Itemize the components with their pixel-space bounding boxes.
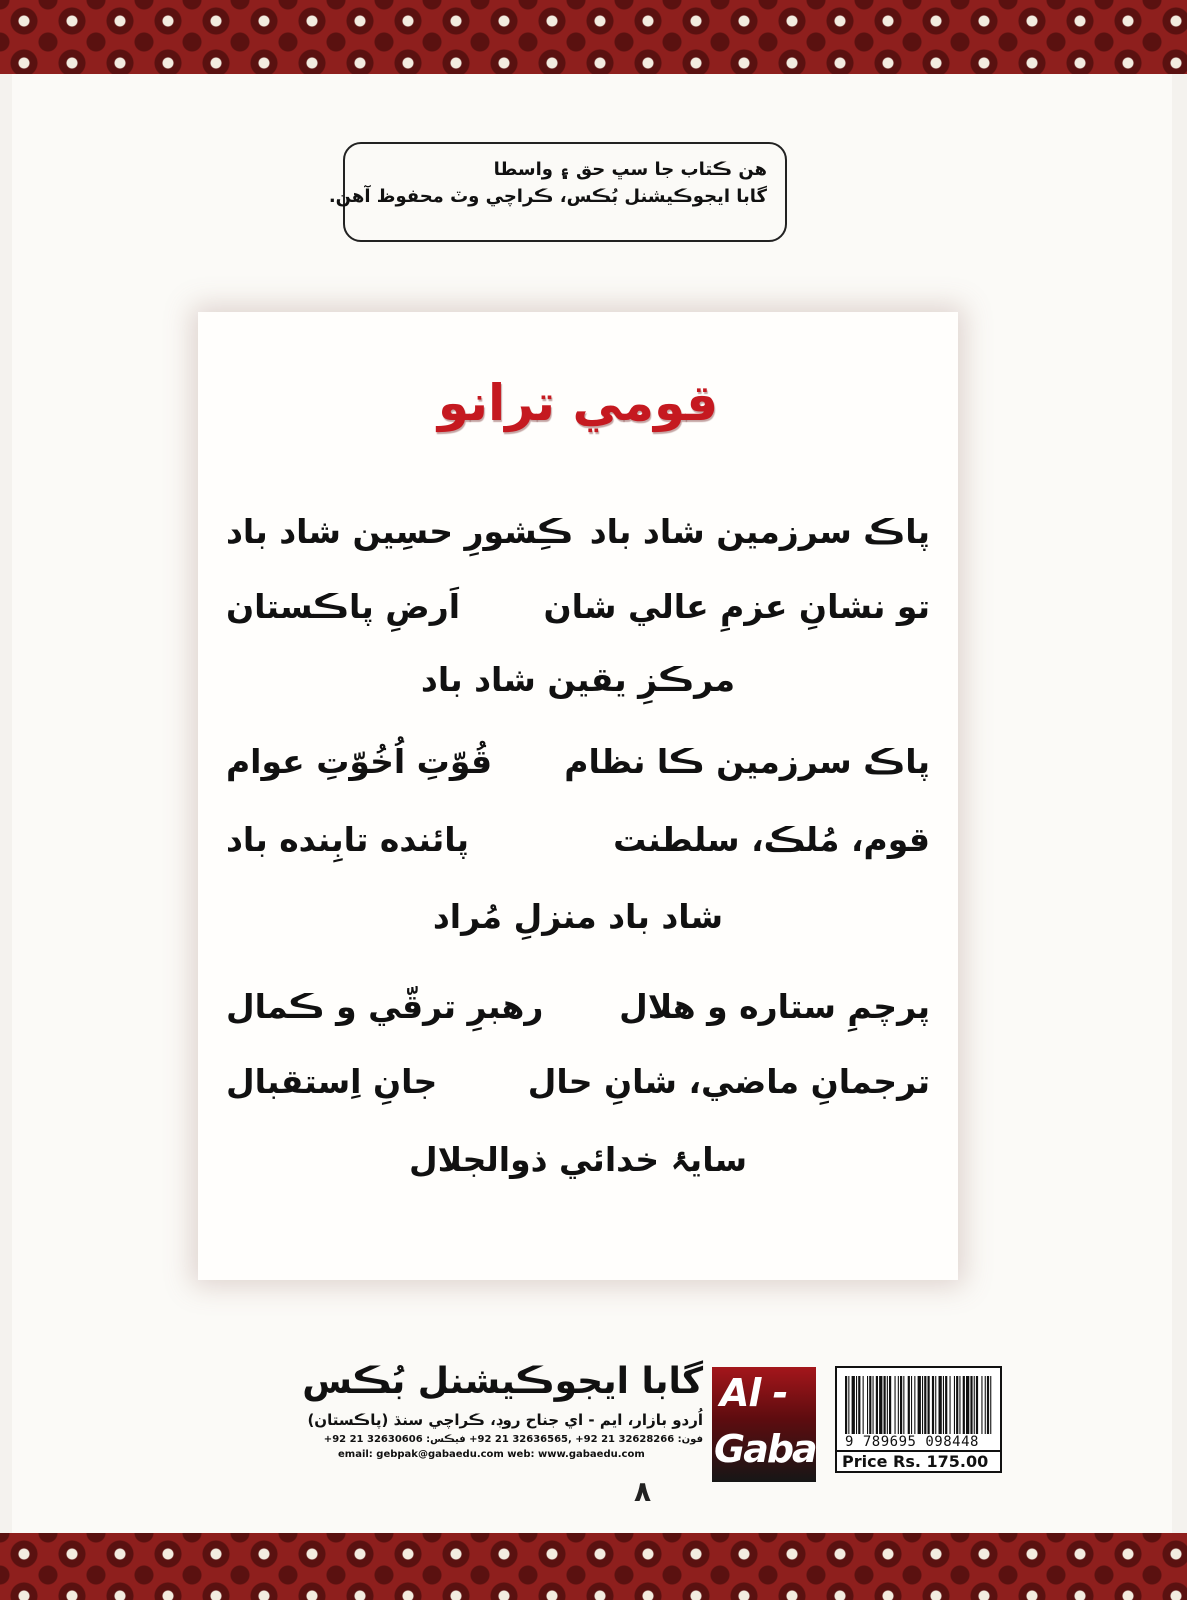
barcode-stripe xyxy=(887,1376,888,1434)
barcode-stripe xyxy=(900,1376,902,1434)
barcode-stripe xyxy=(918,1376,921,1434)
barcode-stripe xyxy=(908,1376,910,1434)
decorative-border-top xyxy=(0,0,1187,74)
publisher-phone: فون: 32628266 21 92+ ,32636565 21 92+ فيڪس: 32630606 21 92+ xyxy=(323,1434,703,1445)
barcode-stripe xyxy=(895,1376,896,1434)
verse-refrain xyxy=(226,660,930,710)
logo-text-line-2: Gaba xyxy=(714,1427,816,1471)
hemistich-right: قوم، مُلڪ، سلطنت xyxy=(613,820,930,859)
al-gaba-logo xyxy=(712,1367,816,1482)
publisher-email: email: gebpak@gabaedu.com web: www.gabaedu.com xyxy=(338,1449,645,1460)
barcode-stripe xyxy=(884,1376,886,1434)
barcode-stripe xyxy=(845,1376,847,1434)
barcode-stripe xyxy=(852,1376,855,1434)
barcode-stripe xyxy=(943,1376,944,1434)
verse-line xyxy=(226,987,930,1037)
hemistich-left: جانِ اِستقبال xyxy=(226,1062,438,1101)
barcode-stripe xyxy=(928,1376,930,1434)
barcode-stripe xyxy=(990,1376,991,1434)
copyright-line-2: گابا ايجوڪيشنل بُڪس، ڪراچي وٽ محفوظ آهن. xyxy=(328,186,767,207)
barcode-stripe xyxy=(924,1376,926,1434)
barcode-stripe xyxy=(945,1376,947,1434)
barcode-stripe xyxy=(935,1376,936,1434)
barcode-stripe xyxy=(922,1376,923,1434)
hemistich-right: ترجمانِ ماضي، شانِ حال xyxy=(527,1062,930,1101)
hemistich-left: رهبرِ ترقّي و ڪمال xyxy=(226,987,544,1026)
barcode-stripe xyxy=(985,1376,986,1434)
verse-refrain xyxy=(226,897,930,947)
page-number: ٨ xyxy=(634,1475,652,1508)
publisher-name: گابا ايجوڪيشنل بُڪس xyxy=(302,1361,703,1402)
barcode-stripe xyxy=(981,1376,982,1434)
barcode-stripe xyxy=(898,1376,899,1434)
barcode-stripe xyxy=(956,1376,958,1434)
barcode-stripe xyxy=(976,1376,978,1434)
barcode-stripe xyxy=(911,1376,912,1434)
barcode-stripe xyxy=(869,1376,871,1434)
barcode-stripe xyxy=(950,1376,951,1434)
barcode-stripe xyxy=(970,1376,972,1434)
hemistich-left: ڪِشورِ حسِين شاد باد xyxy=(226,512,574,551)
isbn-number: 9 789695 098448 xyxy=(845,1434,979,1450)
verse-line xyxy=(226,742,930,792)
verse-line xyxy=(226,820,930,870)
anthem-title: قومي ترانو xyxy=(437,374,719,432)
barcode-stripe xyxy=(954,1376,955,1434)
hemistich-right: پرچمِ ستاره و هلال xyxy=(619,987,930,1026)
barcode-stripe xyxy=(856,1376,857,1434)
refrain-text: مرڪزِ يقين شاد باد xyxy=(420,660,736,699)
barcode-stripe xyxy=(903,1376,904,1434)
hemistich-right: پاڪ سرزمين ڪا نظام xyxy=(564,742,930,781)
barcode-stripe xyxy=(863,1376,864,1434)
verse-line xyxy=(226,512,930,562)
barcode-stripe xyxy=(873,1376,874,1434)
barcode-stripe xyxy=(966,1376,969,1434)
barcode-icon xyxy=(845,1376,993,1434)
logo-text-line-1: Al - xyxy=(720,1371,788,1415)
hemistich-left: پائنده تابِنده باد xyxy=(226,820,470,859)
refrain-text: شاد باد منزلِ مُراد xyxy=(432,897,724,936)
barcode-stripe xyxy=(963,1376,965,1434)
verse-refrain xyxy=(226,1140,930,1190)
barcode-stripe xyxy=(889,1376,891,1434)
barcode-stripe xyxy=(858,1376,860,1434)
verse-line xyxy=(226,587,930,637)
publisher-info xyxy=(302,1360,703,1463)
hemistich-left: اَرضِ پاڪستان xyxy=(226,587,461,626)
barcode-stripe xyxy=(848,1376,849,1434)
barcode-stripe xyxy=(879,1376,882,1434)
hemistich-left: قُوّتِ اُخُوّتِ عوام xyxy=(226,742,493,781)
publisher-address: اُردو بازار، ايم - اي جناح روڊ، ڪراچي سنڌ (پاڪستان) xyxy=(307,1411,703,1429)
barcode-stripe xyxy=(914,1376,915,1434)
barcode-stripe xyxy=(932,1376,934,1434)
verse-line xyxy=(226,1062,930,1112)
barcode-stripe xyxy=(959,1376,960,1434)
copyright-line-1: هن ڪتاب جا سڀ حق ۽ واسطا xyxy=(493,159,767,180)
refrain-text: سايۂ خدائي ذوالجلال xyxy=(408,1140,748,1179)
barcode-label xyxy=(835,1366,1002,1473)
decorative-border-bottom xyxy=(0,1533,1187,1600)
barcode-stripe xyxy=(987,1376,989,1434)
hemistich-right: پاڪ سرزمين شاد باد xyxy=(589,512,930,551)
barcode-stripe xyxy=(974,1376,975,1434)
barcode-stripe xyxy=(876,1376,878,1434)
hemistich-right: تو نشانِ عزمِ عالي شان xyxy=(543,587,930,626)
book-price: Price Rs. 175.00 xyxy=(842,1452,989,1471)
copyright-notice xyxy=(328,142,787,242)
barcode-stripe xyxy=(867,1376,868,1434)
national-anthem-card xyxy=(198,312,958,1280)
barcode-stripe xyxy=(939,1376,942,1434)
